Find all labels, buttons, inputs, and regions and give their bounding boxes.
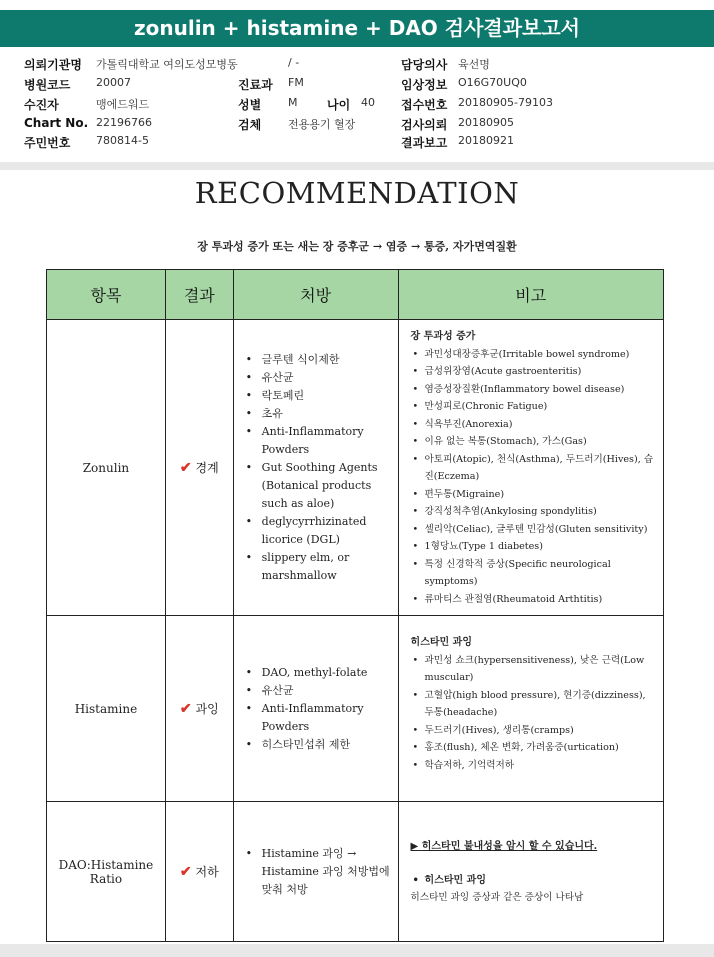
patient-label: 수진자 <box>24 98 59 112</box>
list-item: • 이유 없는 복통(Stomach), 가스(Gas) <box>411 433 657 451</box>
alert-text <box>411 838 657 856</box>
chart-label: Chart No. <box>24 116 89 130</box>
receipt-label: 접수번호 <box>401 98 448 112</box>
check-icon: ✔ <box>179 460 192 476</box>
list-item: • 식욕부진(Anorexia) <box>411 416 657 434</box>
section-divider <box>0 162 714 170</box>
note-heading: • 히스타민 과잉 <box>411 872 657 890</box>
list-item: • 초유 <box>246 405 392 423</box>
bottom-strip <box>0 944 714 957</box>
list-item: • 셀리악(Celiac), 글루텐 민감성(Gluten sensitivity) <box>411 521 657 539</box>
item-name: Zonulin <box>47 320 166 616</box>
info-row <box>0 56 714 76</box>
note-cell <box>398 616 663 802</box>
check-icon: ✔ <box>179 864 192 880</box>
table-row <box>47 802 664 942</box>
institution-label: 의뢰기관명 <box>24 58 82 72</box>
list-item: • 급성위장염(Acute gastroenteritis) <box>411 363 657 381</box>
list-item: • 편두통(Migraine) <box>411 486 657 504</box>
info-row <box>0 76 714 96</box>
dept-label: 진료과 <box>238 78 273 92</box>
doctor-label: 담당의사 <box>401 58 448 72</box>
list-item: • 아토피(Atopic), 천식(Asthma), 두드러기(Hives), 습진(Eczema) <box>411 451 657 486</box>
item-name: Histamine <box>47 616 166 802</box>
list-item: • 유산균 <box>246 682 392 700</box>
note-cell <box>398 802 663 942</box>
report-title: zonulin + histamine + DAO 검사결과보고서 <box>0 10 714 47</box>
list-item: • 학습저하, 기억력저하 <box>411 757 657 775</box>
header-note: 비고 <box>398 270 663 320</box>
alert-message: 히스타민 불내성을 암시 할 수 있습니다. <box>421 841 598 852</box>
list-item: • DAO, methyl-folate <box>246 664 392 682</box>
list-item: • 글루텐 식이제한 <box>246 351 392 369</box>
doctor-value: 육선명 <box>458 58 490 71</box>
list-item: • 류마티스 관절염(Rheumatoid Arthtitis) <box>411 591 657 609</box>
test-date-value: 20180905 <box>458 116 514 129</box>
list-item: • 유산균 <box>246 369 392 387</box>
patient-value: 맹에드워드 <box>96 98 150 111</box>
list-item: • Anti-Inflammatory Powders <box>246 423 392 459</box>
list-item: • 두드러기(Hives), 생리통(cramps) <box>411 722 657 740</box>
note-cell <box>398 320 663 616</box>
hospital-code-value: 20007 <box>96 76 131 89</box>
list-item: • 과민성 쇼크(hypersensitiveness), 낮은 근력(Low muscular) <box>411 652 657 687</box>
clinical-label: 임상정보 <box>401 78 448 92</box>
list-item: • 히스타민섭취 제한 <box>246 736 392 754</box>
recommendation-table <box>46 269 664 942</box>
note-text: 히스타민 과잉 증상과 같은 증상이 나타남 <box>410 892 584 903</box>
result-cell <box>165 616 233 802</box>
prescription-cell <box>233 802 398 942</box>
list-item: • 락토페린 <box>246 387 392 405</box>
report-date-value: 20180921 <box>458 134 514 147</box>
patient-info-section <box>0 54 714 162</box>
specimen-label: 검체 <box>238 118 262 132</box>
sex-label: 성별 <box>238 98 262 112</box>
clinical-value: O16G70UQ0 <box>458 76 527 89</box>
recommendation-subtitle: 장 투과성 증가 또는 새는 장 증후군 → 염증 → 통증, 자가면역질환 <box>197 240 517 253</box>
sex-value: M <box>288 96 298 109</box>
item-name: DAO:Histamine Ratio <box>47 802 166 942</box>
list-item: • Gut Soothing Agents (Botanical products such as aloe) <box>246 459 392 513</box>
result-value: 경계 <box>195 461 219 475</box>
test-date-label: 검사의뢰 <box>401 118 448 132</box>
ward-value: / - <box>288 56 300 69</box>
age-value: 40 <box>361 96 375 109</box>
result-value: 과잉 <box>195 702 219 716</box>
receipt-value: 20180905-79103 <box>458 96 553 109</box>
list-item: • 홍조(flush), 체온 변화, 가려움증(urtication) <box>411 739 657 757</box>
note-heading: 히스타민 과잉 <box>410 637 472 648</box>
prescription-cell <box>233 320 398 616</box>
list-item: • slippery elm, or marshmallow <box>246 549 392 585</box>
table-row <box>47 616 664 802</box>
prescription-cell <box>233 616 398 802</box>
report-date-label: 결과보고 <box>401 136 448 150</box>
list-item: • 만성피로(Chronic Fatigue) <box>411 398 657 416</box>
triangle-right-icon: ▶ <box>410 841 419 852</box>
hospital-code-label: 병원코드 <box>24 78 71 92</box>
list-item: • 염증성장질환(Inflammatory bowel disease) <box>411 381 657 399</box>
check-icon: ✔ <box>179 701 192 717</box>
chart-value: 22196766 <box>96 116 152 129</box>
table-row <box>47 320 664 616</box>
note-heading: 장 투과성 증가 <box>410 331 476 342</box>
list-item: • Anti-Inflammatory Powders <box>246 700 392 736</box>
id-value: 780814-5 <box>96 134 149 147</box>
list-item: • deglycyrrhizinated licorice (DGL) <box>246 513 392 549</box>
list-item: • 특정 신경학적 증상(Specific neurological symptoms) <box>411 556 657 591</box>
recommendation-title: RECOMMENDATION <box>194 176 520 210</box>
table-header-row <box>47 270 664 320</box>
specimen-value: 전용용기 혈장 <box>288 118 356 131</box>
institution-value: 가톨릭대학교 여의도성모병동 <box>96 58 238 71</box>
list-item: • Histamine 과잉 → Histamine 과잉 처방법에 맞춰 처방 <box>246 845 392 899</box>
result-cell <box>165 320 233 616</box>
result-cell <box>165 802 233 942</box>
info-row <box>0 116 714 136</box>
list-item: • 1형당뇨(Type 1 diabetes) <box>411 538 657 556</box>
result-value: 저하 <box>195 865 219 879</box>
header-item: 항목 <box>47 270 166 320</box>
list-item: • 강직성척추염(Ankylosing spondylitis) <box>411 503 657 521</box>
list-item: • 고혈압(high blood pressure), 현기증(dizziness), 두통(headache) <box>411 687 657 722</box>
info-row <box>0 96 714 116</box>
dept-value: FM <box>288 76 304 89</box>
id-label: 주민번호 <box>24 136 71 150</box>
list-item: • 과민성대장증후군(Irritable bowel syndrome) <box>411 346 657 364</box>
header-prescription: 처방 <box>233 270 398 320</box>
header-result: 결과 <box>165 270 233 320</box>
age-label: 나이 <box>327 98 351 112</box>
info-row <box>0 134 714 154</box>
